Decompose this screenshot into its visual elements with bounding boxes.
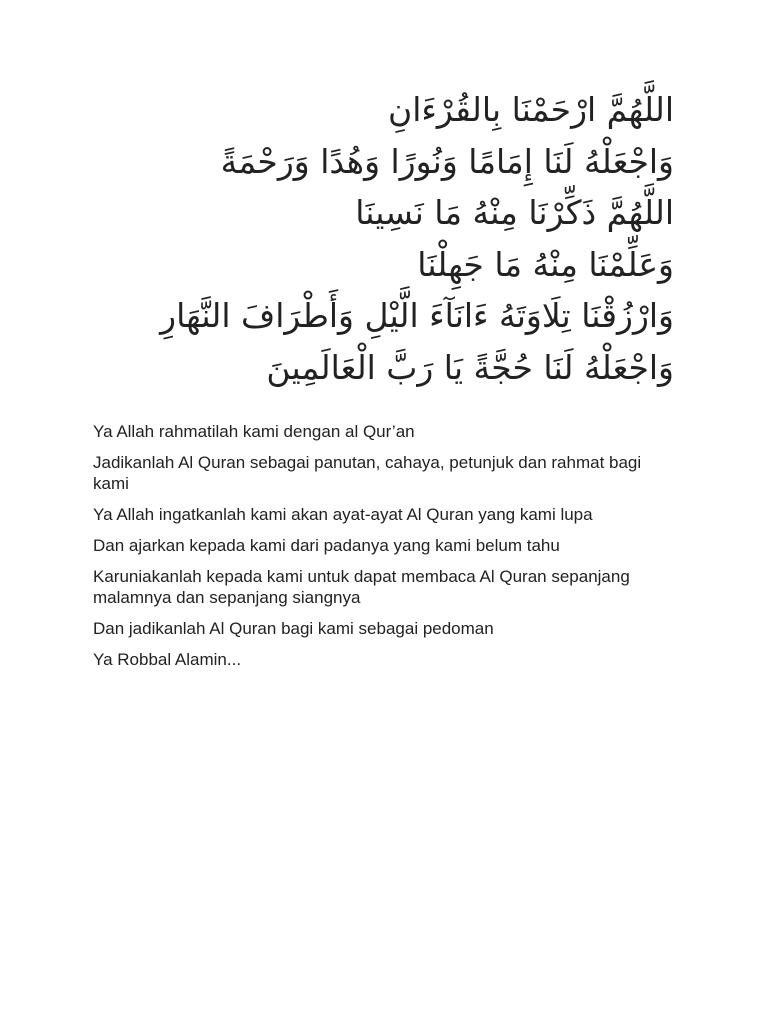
- translation-line-4: Dan ajarkan kepada kami dari padanya yang kami belum tahu: [93, 536, 560, 555]
- translation-line-2: Jadikanlah Al Quran sebagai panutan, cahaya, petunjuk dan rahmat bagi kami: [93, 453, 642, 493]
- translation-text: [93, 421, 673, 670]
- arabic-line-2: وَاجْعَلْهُ لَنَا إِمَامًا وَنُورًا وَهُدًا وَرَحْمَةً: [220, 141, 674, 181]
- arabic-line-6: وَاجْعَلْهُ لَنَا حُجَّةً يَا رَبَّ الْعَالَمِينَ: [266, 347, 674, 387]
- arabic-line-1: اللَّهُمَّ ارْحَمْنَا بِالقُرْءَانِ: [387, 90, 674, 129]
- arabic-prayer-text: [93, 84, 674, 393]
- translation-line-6: Dan jadikanlah Al Quran bagi kami sebagai pedoman: [93, 619, 494, 638]
- translation-line-3: Ya Allah ingatkanlah kami akan ayat-ayat Al Quran yang kami lupa: [93, 505, 593, 524]
- translation-line-5: Karuniakanlah kepada kami untuk dapat membaca Al Quran sepanjang malamnya dan sepanjang siangnya: [93, 567, 630, 607]
- translation-line-7: Ya Robbal Alamin...: [93, 650, 242, 669]
- arabic-line-5: وَارْزُقْنَا تِلَاوَتَهُ ءَانَآءَ الَّيْلِ وَأَطْرَافَ النَّهَارِ: [160, 296, 674, 335]
- translation-line-1: Ya Allah rahmatilah kami dengan al Qur’an: [93, 422, 415, 441]
- arabic-line-4: وَعَلِّمْنَا مِنْهُ مَا جَهِلْنَا: [417, 244, 674, 284]
- arabic-line-3: اللَّهُمَّ ذَكِّرْنَا مِنْهُ مَا نَسِينَا: [355, 193, 674, 232]
